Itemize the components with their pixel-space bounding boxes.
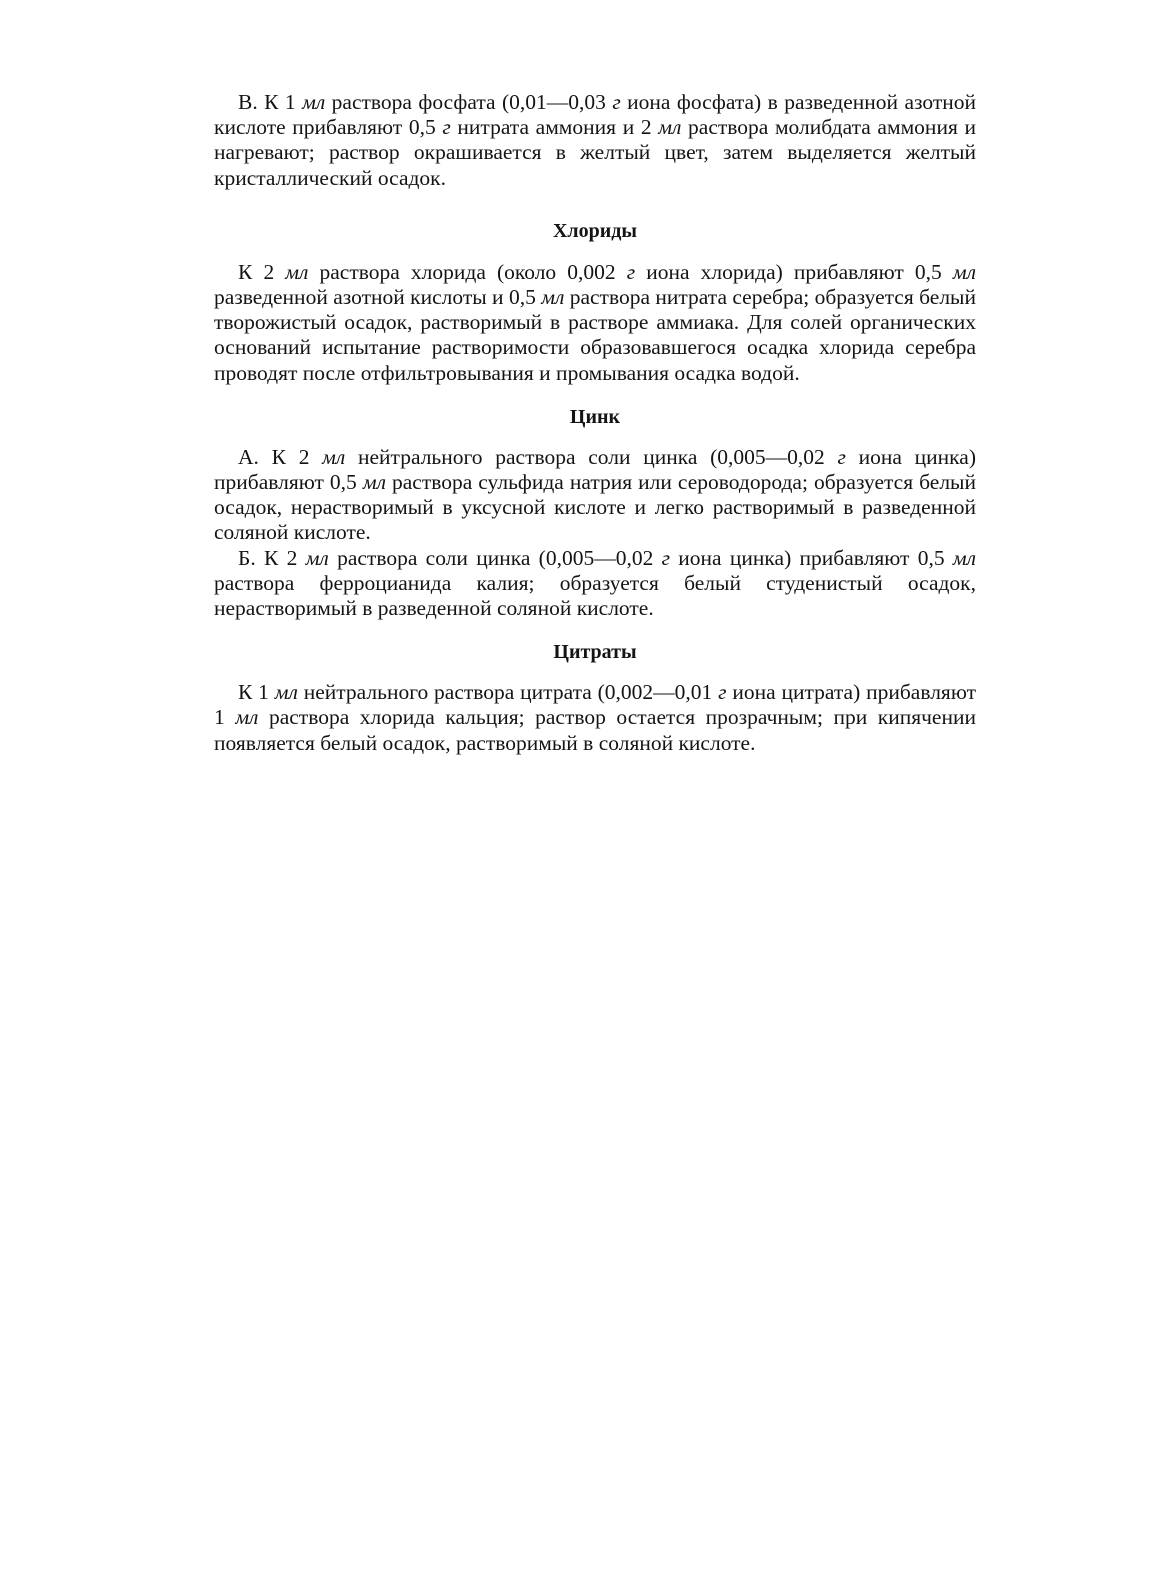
- paragraph-chlorides: К 2 мл раствора хлорида (около 0,002 г иона хлорида) прибавляют 0,5 мл разведенной азотной кислоты и 0,5 мл раствора нитрата серебра; образуется белый творожистый осадок, растворимый в растворе аммиака. Для солей органических оснований испытание растворимости образовавшегося осадка хлорида серебра проводят после отфильтровывания и промывания осадка водой.: [214, 259, 977, 385]
- heading-chlorides: Хлориды: [552, 219, 638, 242]
- paragraph-zinc-b: Б. К 2 мл раствора соли цинка (0,005—0,02 г иона цинка) прибавляют 0,5 мл раствора ферроцианида калия; образуется белый студенистый осадок, нерастворимый в разведенной соляной кислоте.: [214, 545, 976, 621]
- document-page: [214, 90, 976, 756]
- paragraph-phosphate-v: В. К 1 мл раствора фосфата (0,01—0,03 г иона фосфата) в разведенной азотной кислоте прибавляют 0,5 г нитрата аммония и 2 мл раствора молибдата аммония и нагревают; раствор окрашивается в желтый цвет, затем выделяется желтый кристаллический осадок.: [214, 90, 976, 190]
- heading-zinc: Цинк: [569, 405, 621, 428]
- paragraph-zinc-a: А. К 2 мл нейтрального раствора соли цинка (0,005—0,02 г иона цинка) прибавляют 0,5 мл раствора сульфида натрия или сероводорода; образуется белый осадок, нерастворимый в уксусной кислоте и легко растворимый в разведенной соляной кислоте.: [214, 444, 977, 545]
- heading-citrates: Цитраты: [553, 641, 637, 664]
- paragraph-citrates: К 1 мл нейтрального раствора цитрата (0,002—0,01 г иона цитрата) прибавляют 1 мл раствора хлорида кальция; раствор остается прозрачным; при кипячении появляется белый осадок, растворимый в соляной кислоте.: [214, 680, 976, 755]
